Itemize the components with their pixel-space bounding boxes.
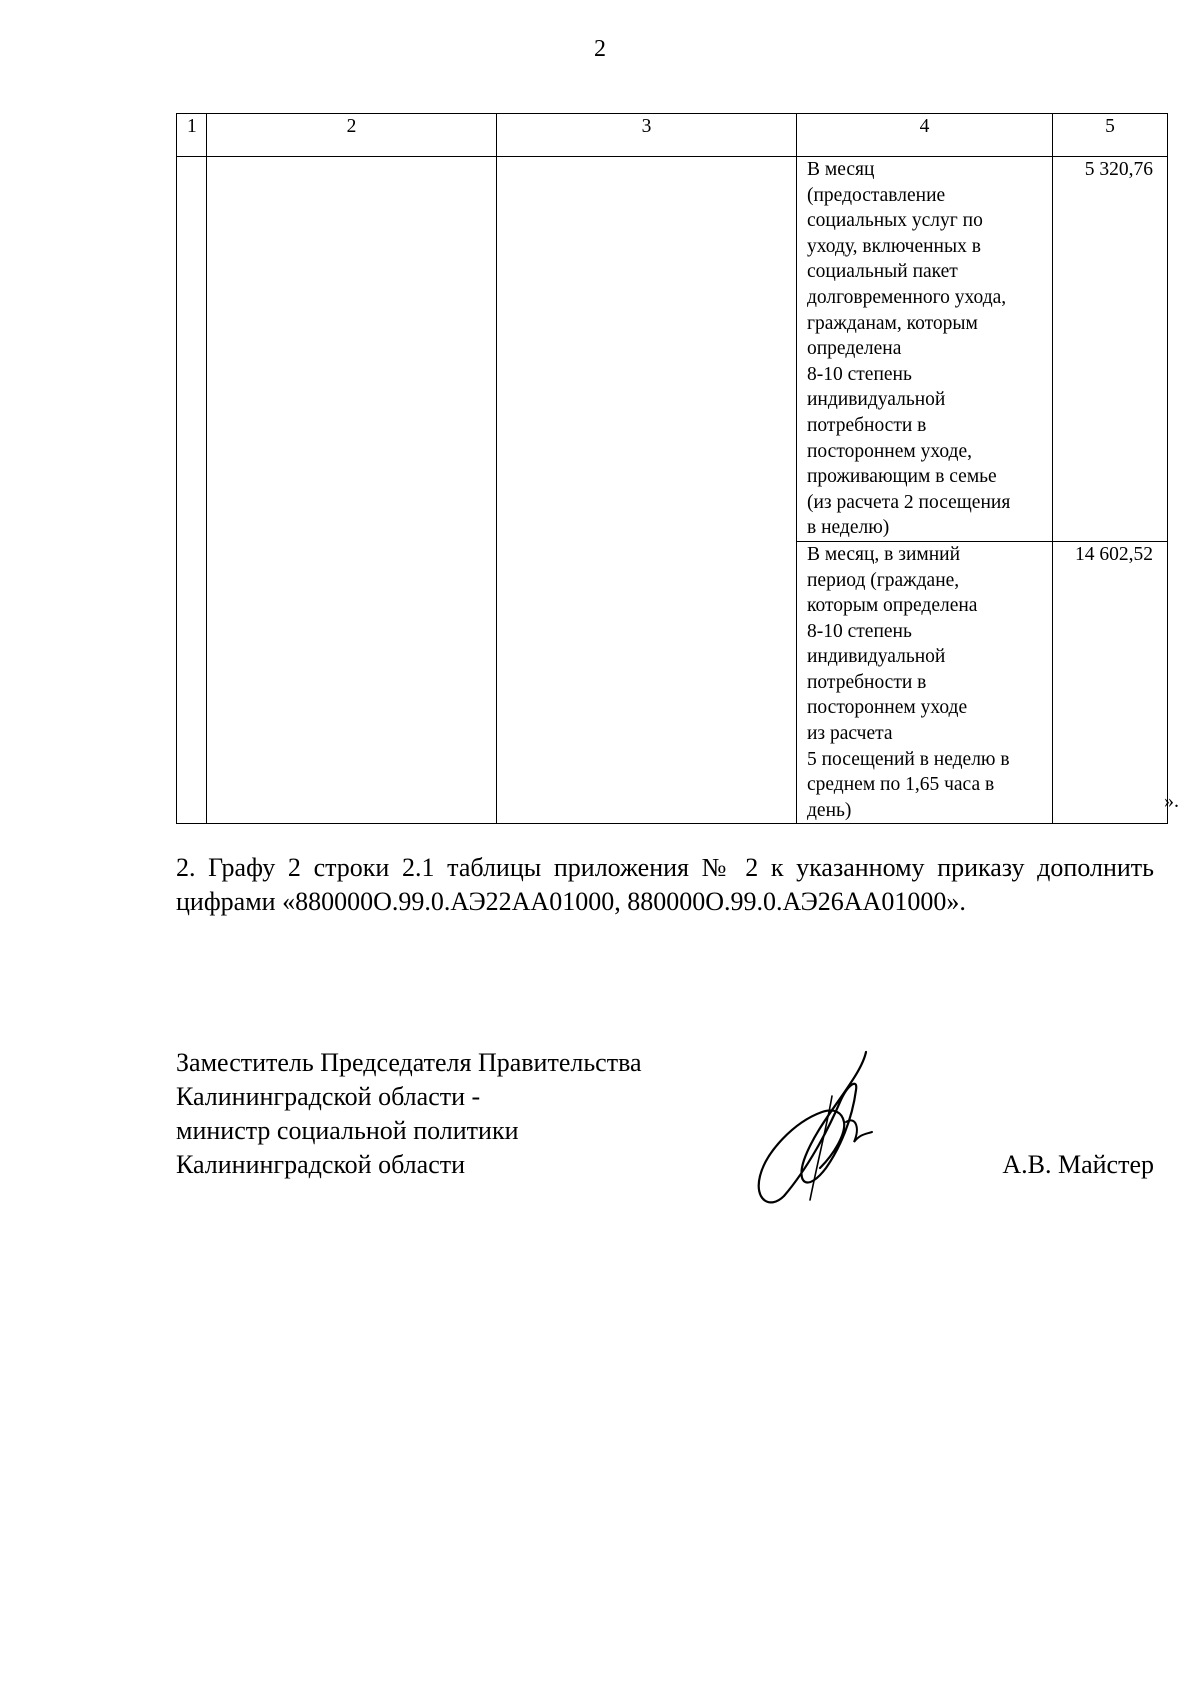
signer-title: Заместитель Председателя Правительства Калининградской области - министр социальной политики Калининградской области <box>176 1048 642 1179</box>
rate-description: В месяц, в зимний период (граждане, которым определена 8-10 степень индивидуальной потребности в постороннем уходе из расчета 5 посещений в неделю в среднем по 1,65 часа в день) <box>797 541 1053 824</box>
column-number-1: 1 <box>177 114 207 157</box>
table-cell-empty <box>177 157 207 824</box>
column-number-3: 3 <box>497 114 797 157</box>
rate-amount: 5 320,76 <box>1053 157 1168 542</box>
column-number-2: 2 <box>207 114 497 157</box>
column-number-4: 4 <box>797 114 1053 157</box>
signer-name: А.В. Майстер <box>1002 1150 1154 1179</box>
table-cell-empty <box>207 157 497 824</box>
page-number: 2 <box>594 36 606 62</box>
rate-description: В месяц (предоставление социальных услуг по уходу, включенных в социальный пакет долговременного ухода, гражданам, которым определена 8-10 степень индивидуальной потребности в постороннем уходе, проживающим в семье (из расчета 2 посещения в неделю) <box>797 157 1053 542</box>
table-header-row <box>177 114 1168 157</box>
table-row <box>177 157 1168 542</box>
signature-icon <box>748 1050 908 1210</box>
rate-amount: 14 602,52 <box>1053 541 1168 824</box>
appendix-table <box>176 113 1168 824</box>
amendment-paragraph: 2. Графу 2 строки 2.1 таблицы приложения № 2 к указанному приказу дополнить цифрами «880000О.99.0.АЭ22АА01000, 880000О.99.0.АЭ26АА01000». <box>176 853 1154 916</box>
table-cell-empty <box>497 157 797 824</box>
column-number-5: 5 <box>1053 114 1168 157</box>
closing-quote: ». <box>1164 790 1179 812</box>
